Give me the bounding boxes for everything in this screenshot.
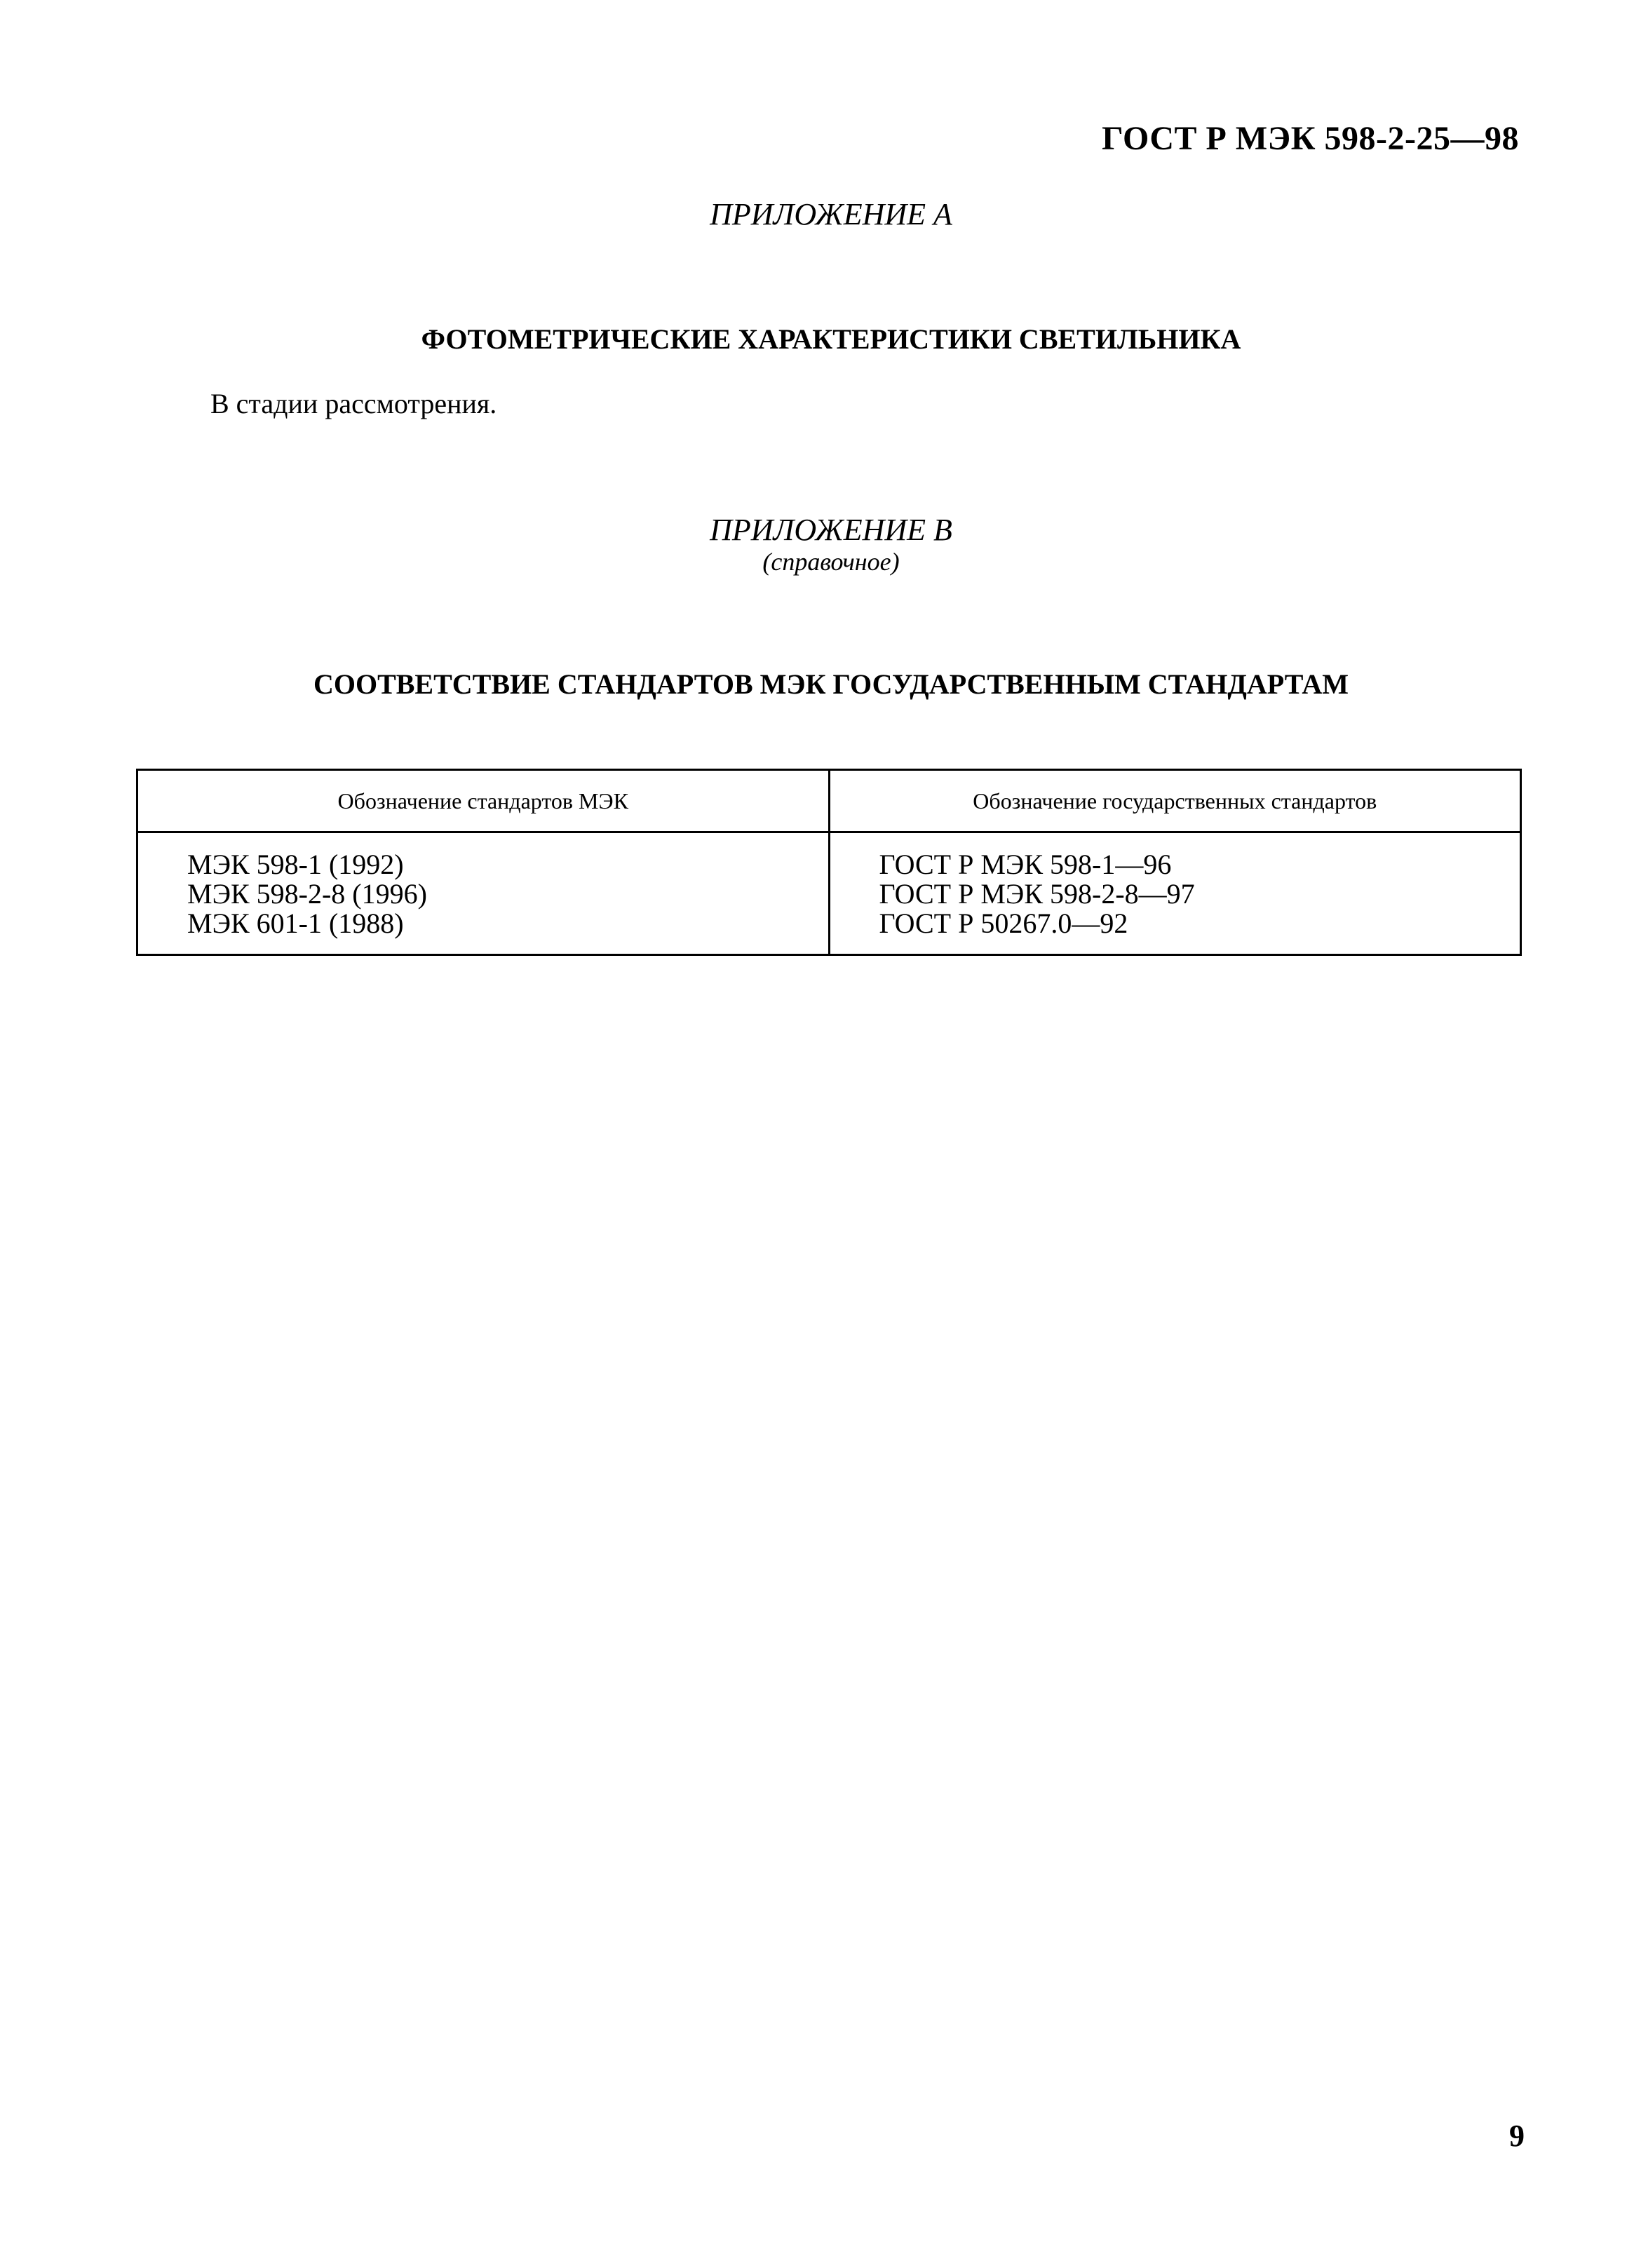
appendix-b-label: ПРИЛОЖЕНИЕ В [710,513,952,547]
standards-correspondence-table [136,769,1522,956]
document-code: ГОСТ Р МЭК 598-2-25—98 [1102,120,1519,157]
appendix-a-title: ФОТОМЕТРИЧЕСКИЕ ХАРАКТЕРИСТИКИ СВЕТИЛЬНИКА [421,323,1241,355]
national-standard: ГОСТ Р МЭК 598-1—96 [879,849,1172,880]
national-standard: ГОСТ Р 50267.0—92 [879,907,1128,939]
appendix-b-title: СООТВЕТСТВИЕ СТАНДАРТОВ МЭК ГОСУДАРСТВЕННЫМ СТАНДАРТАМ [313,668,1349,700]
iec-standard: МЭК 598-1 (1992) [187,849,404,880]
table-row [137,832,1521,955]
appendix-b-subtitle: (справочное) [762,548,900,576]
page-number: 9 [1509,2119,1525,2153]
column-header-iec: Обозначение стандартов МЭК [137,770,830,832]
appendix-a-body: В стадии рассмотрения. [210,388,497,419]
national-standards-cell [829,832,1521,955]
iec-standard: МЭК 601-1 (1988) [187,907,404,939]
national-standard: ГОСТ Р МЭК 598-2-8—97 [879,878,1195,910]
appendix-a-label: ПРИЛОЖЕНИЕ А [710,197,952,231]
iec-standard: МЭК 598-2-8 (1996) [187,878,427,910]
table-header-row [137,770,1521,832]
column-header-national: Обозначение государственных стандартов [829,770,1521,832]
iec-standards-cell [137,832,830,955]
